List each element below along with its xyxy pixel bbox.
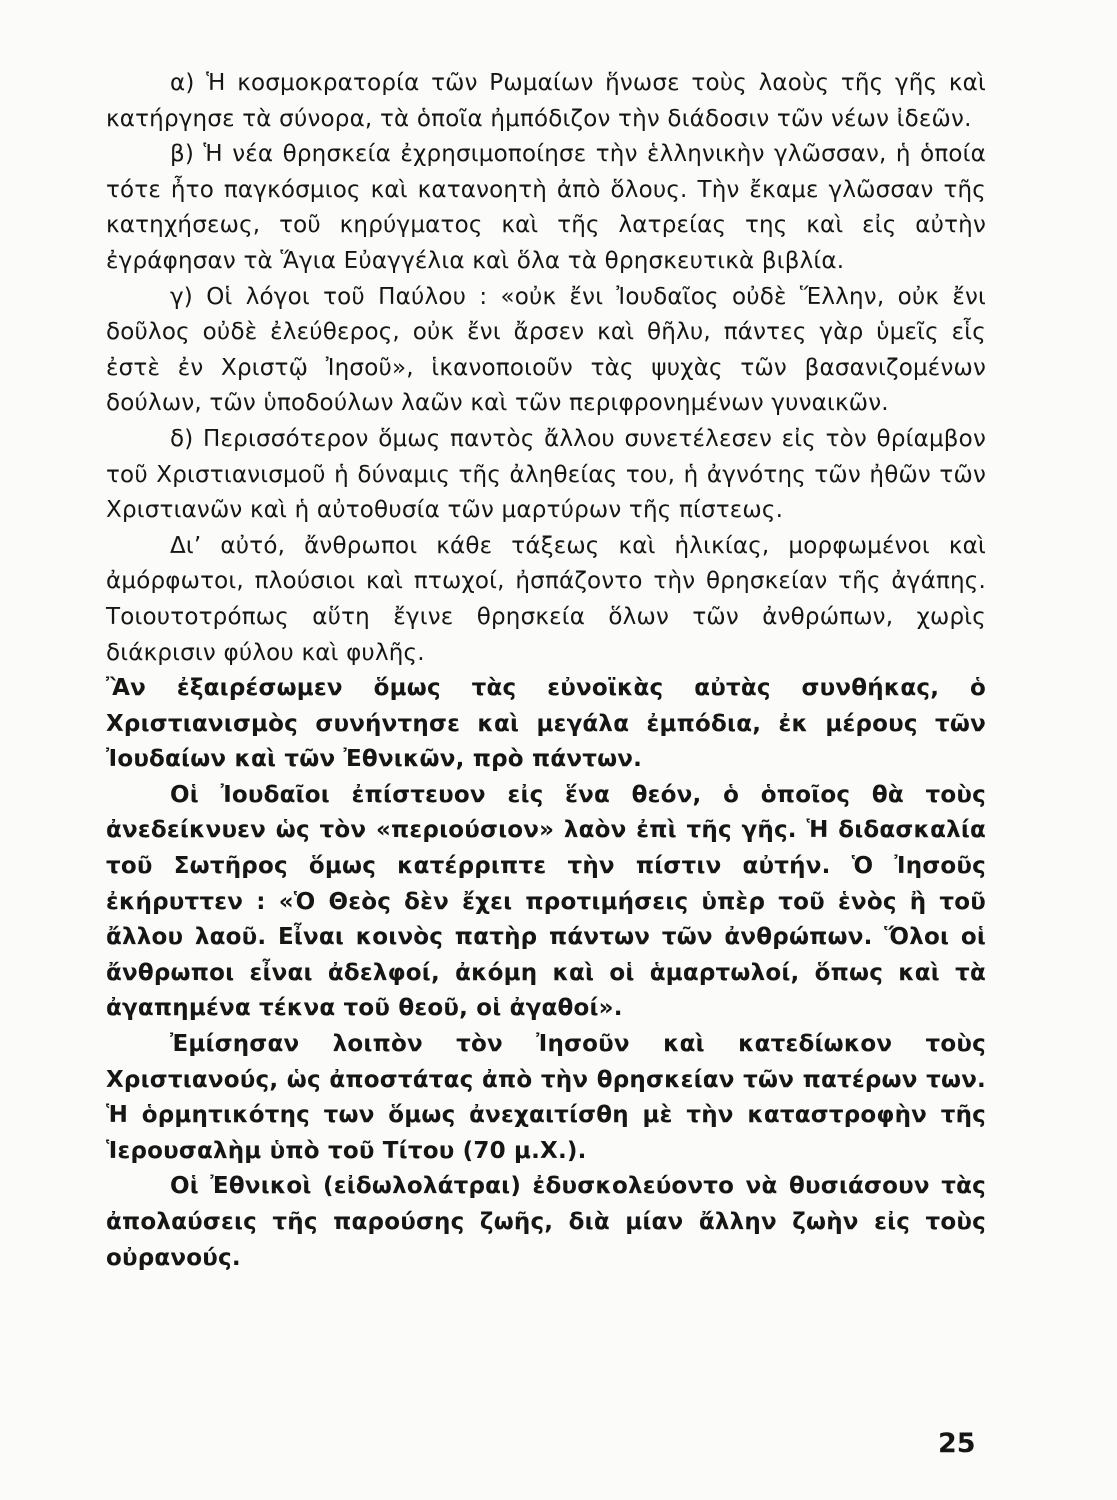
paragraph-religion-of-love: Δι’ αὐτό, ἄνθρωποι κάθε τάξεως καὶ ἡλικίας, μορφωμένοι καὶ ἀμόρφωτοι, πλούσιοι καὶ πτωχοί, ἠσπάζοντο τὴν θρησκείαν τῆς ἀγάπης. Τοιουτοτρόπως αὕτη ἔγινε θρησκεία ὅλων τῶν ἀνθρώπων, χωρὶς διάκρισιν φύλου καὶ φυλῆς. [106,532,986,666]
paragraph-delta: δ) Περισσότερον ὅμως παντὸς ἄλλου συνετέλεσεν εἰς τὸν θρίαμβον τοῦ Χριστιανισμοῦ ἡ δύναμις τῆς ἀληθείας του, ἡ ἀγνότης τῶν ἠθῶν τῶν Χριστιανῶν καὶ ἡ αὐτοθυσία τῶν μαρτύρων τῆς πίστεως. [106,425,986,524]
paragraph-beta: β) Ἡ νέα θρησκεία ἐχρησιμοποίησε τὴν ἑλληνικὴν γλῶσσαν, ἡ ὁποία τότε ἦτο παγκόσμιος καὶ κατανοητὴ ἀπὸ ὅλους. Τὴν ἔκαμε γλῶσσαν τῆς κατηχήσεως, τοῦ κηρύγματος καὶ τῆς λατρείας της καὶ εἰς αὐτὴν ἐγράφησαν τὰ Ἅγια Εὐαγγέλια καὶ ὅλα τὰ θρησκευτικὰ βιβλία. [106,141,986,274]
paragraph-gentiles: Οἱ Ἐθνικοὶ (εἰδωλολάτραι) ἐδυσκολεύοντο νὰ θυσιάσουν τὰς ἀπολαύσεις τῆς παρούσης ζωῆς, διὰ μίαν ἄλλην ζωὴν εἰς τοὺς οὐρανούς. [106,1173,986,1271]
paragraph-persecution: Ἐμίσησαν λοιπὸν τὸν Ἰησοῦν καὶ κατεδίωκον τοὺς Χριστιανούς, ὡς ἀποστάτας ἀπὸ τὴν θρησκείαν τῶν πατέρων των. Ἡ ὁρμητικότης των ὅμως ἀνεχαιτίσθη μὲ τὴν καταστροφὴν τῆς Ἱερουσαλὴμ ὑπὸ τοῦ Τίτου (70 μ.Χ.). [106,1031,986,1164]
paragraph-jews: Οἱ Ἰουδαῖοι ἐπίστευον εἰς ἕνα θεόν, ὁ ὁποῖος θὰ τοὺς ἀνεδείκνυεν ὡς τὸν «περιούσιον» λαὸν ἐπὶ τῆς γῆς. Ἡ διδασκαλία τοῦ Σωτῆρος ὅμως κατέρριπτε τὴν πίστιν αὐτήν. Ὁ Ἰησοῦς ἐκήρυττεν : «Ὁ Θεὸς δὲν ἔχει προτιμήσεις ὑπὲρ τοῦ ἑνὸς ἢ τοῦ ἄλλου λαοῦ. Εἶναι κοινὸς πατὴρ πάντων τῶν ἀνθρώπων. Ὅλοι οἱ ἄνθρωποι εἶναι ἀδελφοί, ἀκόμη καὶ οἱ ἁμαρτωλοί, ὅπως καὶ τὰ ἀγαπημένα τέκνα τοῦ θεοῦ, οἱ ἀγαθοί». [106,781,986,1022]
page-number: 25 [938,1428,976,1459]
text-body [106,66,986,1276]
paragraph-gamma: γ) Οἱ λόγοι τοῦ Παύλου : «οὐκ ἔνι Ἰουδαῖος οὐδὲ Ἕλλην, οὐκ ἔνι δοῦλος οὐδὲ ἐλεύθερος, οὐκ ἔνι ἄρσεν καὶ θῆλυ, πάντες γὰρ ὑμεῖς εἷς ἐστὲ ἐν Χριστῷ Ἰησοῦ», ἱκανοποιοῦν τὰς ψυχὰς τῶν βασανιζομένων δούλων, τῶν ὑποδούλων λαῶν καὶ τῶν περιφρονημένων γυναικῶν. [106,283,986,417]
paragraph-alpha: α) Ἡ κοσμοκρατορία τῶν Ρωμαίων ἥνωσε τοὺς λαοὺς τῆς γῆς καὶ κατήργησε τὰ σύνορα, τὰ ὁποῖα ἠμπόδιζον τὴν διάδοσιν τῶν νέων ἰδεῶν. [106,70,986,132]
paragraph-obstacles: Ἂν ἐξαιρέσωμεν ὅμως τὰς εὐνοϊκὰς αὐτὰς συνθήκας, ὁ Χριστιανισμὸς συνήντησε καὶ μεγάλα ἐμπόδια, ἐκ μέρους τῶν Ἰουδαίων καὶ τῶν Ἐθνικῶν, πρὸ πάντων. [106,675,986,773]
